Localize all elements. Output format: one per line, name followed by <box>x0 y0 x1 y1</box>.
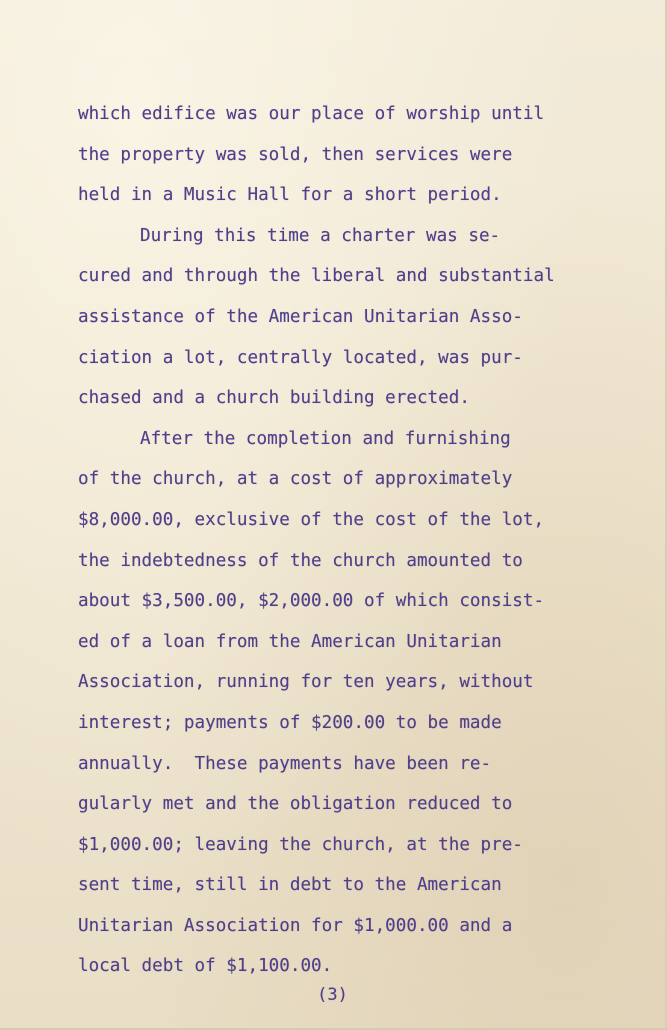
page-number: (3) <box>317 985 348 1005</box>
text-line: local debt of $1,100.00. <box>78 956 333 977</box>
text-line: cured and through the liberal and substantial <box>78 266 555 287</box>
text-line: annually. These payments have been re- <box>78 753 492 774</box>
text-line: interest; payments of $200.00 to be made <box>78 712 502 733</box>
body-text <box>78 94 648 987</box>
text-line: about $3,500.00, $2,000.00 of which consist- <box>78 591 545 612</box>
text-line: Association, running for ten years, without <box>78 672 534 693</box>
text-line: chased and a church building erected. <box>78 388 470 409</box>
text-line: the property was sold, then services were <box>78 144 513 165</box>
text-line: sent time, still in debt to the American <box>78 875 502 896</box>
paragraph-start-line: After the completion and furnishing <box>140 428 511 449</box>
text-line: which edifice was our place of worship until <box>78 104 545 124</box>
text-line: ed of a loan from the American Unitarian <box>78 631 502 652</box>
text-line: held in a Music Hall for a short period. <box>78 185 502 206</box>
text-line: $8,000.00, exclusive of the cost of the lot, <box>78 509 545 530</box>
text-line: assistance of the American Unitarian Asso- <box>78 306 523 327</box>
text-line: ciation a lot, centrally located, was pur- <box>78 347 523 368</box>
text-line: $1,000.00; leaving the church, at the pre- <box>78 834 523 855</box>
text-line: gularly met and the obligation reduced to <box>78 794 513 815</box>
paragraph-start-line: During this time a charter was se- <box>140 225 501 246</box>
text-line: of the church, at a cost of approximately <box>78 469 513 490</box>
text-line: Unitarian Association for $1,000.00 and a <box>78 915 513 936</box>
text-line: the indebtedness of the church amounted to <box>78 550 523 571</box>
